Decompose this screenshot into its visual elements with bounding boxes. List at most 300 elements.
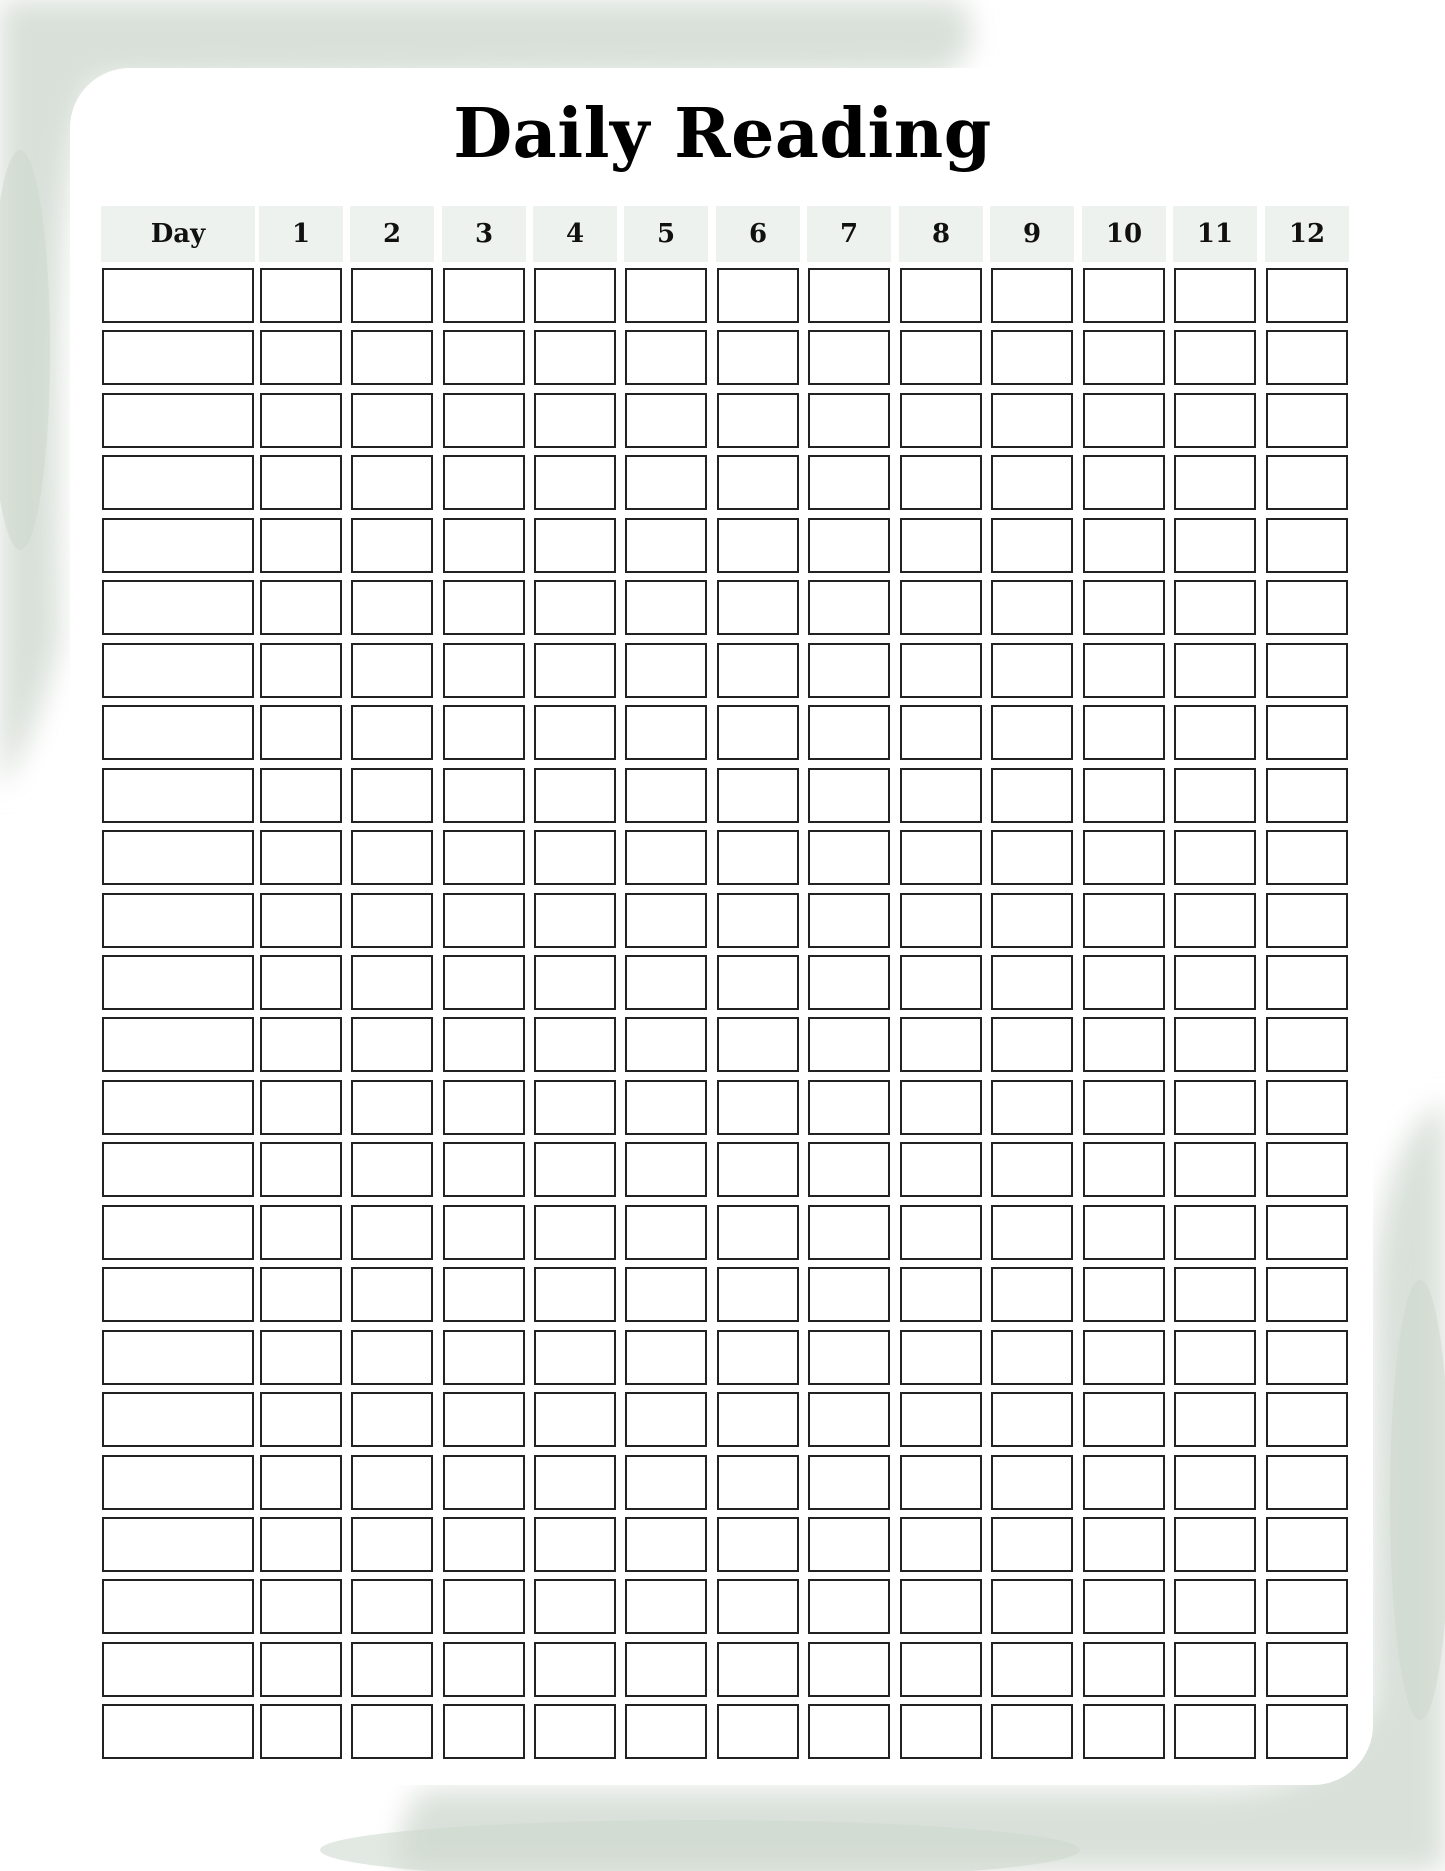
reading-check-box[interactable]	[260, 1330, 342, 1385]
reading-check-box[interactable]	[717, 1704, 799, 1759]
reading-check-box[interactable]	[1266, 518, 1348, 573]
reading-check-box[interactable]	[1266, 393, 1348, 448]
reading-check-box[interactable]	[625, 393, 707, 448]
reading-check-box[interactable]	[1266, 330, 1348, 385]
reading-check-box[interactable]	[625, 580, 707, 635]
reading-check-box[interactable]	[900, 1080, 982, 1135]
reading-check-box[interactable]	[991, 455, 1073, 510]
reading-check-box[interactable]	[534, 768, 616, 823]
reading-check-box[interactable]	[1174, 1642, 1256, 1697]
reading-check-box[interactable]	[991, 1517, 1073, 1572]
reading-check-box[interactable]	[443, 1267, 525, 1322]
reading-check-box[interactable]	[717, 1017, 799, 1072]
reading-check-box[interactable]	[900, 830, 982, 885]
reading-check-box[interactable]	[534, 1642, 616, 1697]
reading-check-box[interactable]	[443, 1330, 525, 1385]
reading-check-box[interactable]	[1266, 1142, 1348, 1197]
day-entry-box[interactable]	[102, 1142, 254, 1197]
reading-check-box[interactable]	[260, 1392, 342, 1447]
reading-check-box[interactable]	[991, 1392, 1073, 1447]
reading-check-box[interactable]	[808, 1330, 890, 1385]
reading-check-box[interactable]	[1174, 1330, 1256, 1385]
reading-check-box[interactable]	[1083, 455, 1165, 510]
reading-check-box[interactable]	[443, 1205, 525, 1260]
reading-check-box[interactable]	[808, 393, 890, 448]
day-entry-box[interactable]	[102, 268, 254, 323]
reading-check-box[interactable]	[351, 580, 433, 635]
reading-check-box[interactable]	[1174, 830, 1256, 885]
reading-check-box[interactable]	[625, 1579, 707, 1634]
reading-check-box[interactable]	[260, 330, 342, 385]
reading-check-box[interactable]	[1266, 955, 1348, 1010]
reading-check-box[interactable]	[351, 955, 433, 1010]
reading-check-box[interactable]	[534, 393, 616, 448]
reading-check-box[interactable]	[443, 330, 525, 385]
reading-check-box[interactable]	[808, 1704, 890, 1759]
reading-check-box[interactable]	[260, 705, 342, 760]
reading-check-box[interactable]	[900, 580, 982, 635]
reading-check-box[interactable]	[808, 1579, 890, 1634]
reading-check-box[interactable]	[808, 1205, 890, 1260]
reading-check-box[interactable]	[534, 1330, 616, 1385]
reading-check-box[interactable]	[1266, 705, 1348, 760]
reading-check-box[interactable]	[1083, 955, 1165, 1010]
reading-check-box[interactable]	[443, 268, 525, 323]
reading-check-box[interactable]	[443, 1579, 525, 1634]
reading-check-box[interactable]	[625, 768, 707, 823]
day-entry-box[interactable]	[102, 1330, 254, 1385]
reading-check-box[interactable]	[1083, 1205, 1165, 1260]
reading-check-box[interactable]	[443, 705, 525, 760]
reading-check-box[interactable]	[1266, 268, 1348, 323]
reading-check-box[interactable]	[625, 1455, 707, 1510]
reading-check-box[interactable]	[1266, 1704, 1348, 1759]
reading-check-box[interactable]	[900, 1517, 982, 1572]
reading-check-box[interactable]	[351, 1704, 433, 1759]
reading-check-box[interactable]	[625, 1142, 707, 1197]
reading-check-box[interactable]	[534, 1205, 616, 1260]
reading-check-box[interactable]	[717, 330, 799, 385]
reading-check-box[interactable]	[808, 1642, 890, 1697]
reading-check-box[interactable]	[443, 1704, 525, 1759]
reading-check-box[interactable]	[260, 1267, 342, 1322]
reading-check-box[interactable]	[900, 893, 982, 948]
reading-check-box[interactable]	[625, 1267, 707, 1322]
reading-check-box[interactable]	[1266, 1517, 1348, 1572]
reading-check-box[interactable]	[900, 455, 982, 510]
reading-check-box[interactable]	[900, 1579, 982, 1634]
reading-check-box[interactable]	[534, 1455, 616, 1510]
reading-check-box[interactable]	[900, 705, 982, 760]
reading-check-box[interactable]	[1266, 1330, 1348, 1385]
reading-check-box[interactable]	[443, 830, 525, 885]
reading-check-box[interactable]	[1083, 393, 1165, 448]
reading-check-box[interactable]	[808, 268, 890, 323]
reading-check-box[interactable]	[1083, 1392, 1165, 1447]
reading-check-box[interactable]	[808, 1392, 890, 1447]
reading-check-box[interactable]	[625, 1080, 707, 1135]
reading-check-box[interactable]	[260, 518, 342, 573]
reading-check-box[interactable]	[260, 393, 342, 448]
reading-check-box[interactable]	[534, 268, 616, 323]
reading-check-box[interactable]	[1083, 1142, 1165, 1197]
reading-check-box[interactable]	[260, 768, 342, 823]
reading-check-box[interactable]	[900, 955, 982, 1010]
reading-check-box[interactable]	[1266, 1642, 1348, 1697]
reading-check-box[interactable]	[625, 893, 707, 948]
reading-check-box[interactable]	[717, 1330, 799, 1385]
reading-check-box[interactable]	[534, 1267, 616, 1322]
reading-check-box[interactable]	[1083, 268, 1165, 323]
reading-check-box[interactable]	[900, 1392, 982, 1447]
reading-check-box[interactable]	[534, 330, 616, 385]
reading-check-box[interactable]	[1174, 1080, 1256, 1135]
reading-check-box[interactable]	[717, 1579, 799, 1634]
reading-check-box[interactable]	[1174, 643, 1256, 698]
reading-check-box[interactable]	[625, 455, 707, 510]
reading-check-box[interactable]	[1083, 643, 1165, 698]
day-entry-box[interactable]	[102, 893, 254, 948]
reading-check-box[interactable]	[625, 1517, 707, 1572]
reading-check-box[interactable]	[900, 330, 982, 385]
reading-check-box[interactable]	[1266, 455, 1348, 510]
reading-check-box[interactable]	[351, 893, 433, 948]
reading-check-box[interactable]	[351, 830, 433, 885]
reading-check-box[interactable]	[808, 768, 890, 823]
reading-check-box[interactable]	[808, 1517, 890, 1572]
day-entry-box[interactable]	[102, 1642, 254, 1697]
reading-check-box[interactable]	[1174, 955, 1256, 1010]
reading-check-box[interactable]	[808, 643, 890, 698]
reading-check-box[interactable]	[991, 705, 1073, 760]
reading-check-box[interactable]	[1083, 518, 1165, 573]
reading-check-box[interactable]	[1083, 1080, 1165, 1135]
reading-check-box[interactable]	[717, 705, 799, 760]
reading-check-box[interactable]	[625, 1392, 707, 1447]
reading-check-box[interactable]	[1083, 1330, 1165, 1385]
reading-check-box[interactable]	[717, 455, 799, 510]
reading-check-box[interactable]	[625, 955, 707, 1010]
reading-check-box[interactable]	[1266, 1392, 1348, 1447]
reading-check-box[interactable]	[717, 1080, 799, 1135]
reading-check-box[interactable]	[351, 1455, 433, 1510]
reading-check-box[interactable]	[717, 518, 799, 573]
reading-check-box[interactable]	[717, 1642, 799, 1697]
reading-check-box[interactable]	[351, 1392, 433, 1447]
reading-check-box[interactable]	[991, 1579, 1073, 1634]
day-entry-box[interactable]	[102, 330, 254, 385]
reading-check-box[interactable]	[991, 893, 1073, 948]
reading-check-box[interactable]	[534, 893, 616, 948]
day-entry-box[interactable]	[102, 1455, 254, 1510]
reading-check-box[interactable]	[1266, 1017, 1348, 1072]
reading-check-box[interactable]	[260, 643, 342, 698]
reading-check-box[interactable]	[1266, 768, 1348, 823]
reading-check-box[interactable]	[443, 1080, 525, 1135]
reading-check-box[interactable]	[260, 1017, 342, 1072]
reading-check-box[interactable]	[443, 1455, 525, 1510]
reading-check-box[interactable]	[443, 580, 525, 635]
reading-check-box[interactable]	[534, 1080, 616, 1135]
reading-check-box[interactable]	[1266, 1579, 1348, 1634]
reading-check-box[interactable]	[808, 580, 890, 635]
reading-check-box[interactable]	[351, 1579, 433, 1634]
reading-check-box[interactable]	[1174, 1704, 1256, 1759]
reading-check-box[interactable]	[1174, 268, 1256, 323]
reading-check-box[interactable]	[534, 1392, 616, 1447]
reading-check-box[interactable]	[625, 830, 707, 885]
reading-check-box[interactable]	[1083, 1642, 1165, 1697]
reading-check-box[interactable]	[1174, 1205, 1256, 1260]
reading-check-box[interactable]	[534, 580, 616, 635]
reading-check-box[interactable]	[1083, 1267, 1165, 1322]
day-entry-box[interactable]	[102, 955, 254, 1010]
reading-check-box[interactable]	[1174, 1142, 1256, 1197]
reading-check-box[interactable]	[1083, 1017, 1165, 1072]
reading-check-box[interactable]	[1266, 1080, 1348, 1135]
reading-check-box[interactable]	[625, 330, 707, 385]
reading-check-box[interactable]	[1083, 705, 1165, 760]
reading-check-box[interactable]	[900, 393, 982, 448]
reading-check-box[interactable]	[1174, 1392, 1256, 1447]
reading-check-box[interactable]	[351, 455, 433, 510]
reading-check-box[interactable]	[1174, 705, 1256, 760]
reading-check-box[interactable]	[443, 1142, 525, 1197]
reading-check-box[interactable]	[260, 1579, 342, 1634]
reading-check-box[interactable]	[900, 1330, 982, 1385]
reading-check-box[interactable]	[808, 1017, 890, 1072]
reading-check-box[interactable]	[900, 643, 982, 698]
reading-check-box[interactable]	[1266, 580, 1348, 635]
day-entry-box[interactable]	[102, 1704, 254, 1759]
reading-check-box[interactable]	[1174, 893, 1256, 948]
reading-check-box[interactable]	[625, 643, 707, 698]
reading-check-box[interactable]	[351, 393, 433, 448]
reading-check-box[interactable]	[900, 1455, 982, 1510]
day-entry-box[interactable]	[102, 768, 254, 823]
reading-check-box[interactable]	[808, 330, 890, 385]
reading-check-box[interactable]	[1083, 830, 1165, 885]
day-entry-box[interactable]	[102, 643, 254, 698]
reading-check-box[interactable]	[900, 518, 982, 573]
reading-check-box[interactable]	[900, 1142, 982, 1197]
reading-check-box[interactable]	[443, 768, 525, 823]
reading-check-box[interactable]	[717, 643, 799, 698]
reading-check-box[interactable]	[351, 268, 433, 323]
reading-check-box[interactable]	[900, 1017, 982, 1072]
reading-check-box[interactable]	[900, 1267, 982, 1322]
reading-check-box[interactable]	[351, 643, 433, 698]
reading-check-box[interactable]	[443, 643, 525, 698]
reading-check-box[interactable]	[351, 1142, 433, 1197]
reading-check-box[interactable]	[808, 455, 890, 510]
reading-check-box[interactable]	[351, 1267, 433, 1322]
day-entry-box[interactable]	[102, 1392, 254, 1447]
reading-check-box[interactable]	[625, 1017, 707, 1072]
reading-check-box[interactable]	[1174, 1267, 1256, 1322]
day-entry-box[interactable]	[102, 1579, 254, 1634]
reading-check-box[interactable]	[351, 1080, 433, 1135]
reading-check-box[interactable]	[351, 1642, 433, 1697]
reading-check-box[interactable]	[717, 1205, 799, 1260]
reading-check-box[interactable]	[808, 1455, 890, 1510]
day-entry-box[interactable]	[102, 1080, 254, 1135]
reading-check-box[interactable]	[808, 893, 890, 948]
reading-check-box[interactable]	[625, 1642, 707, 1697]
reading-check-box[interactable]	[991, 1642, 1073, 1697]
reading-check-box[interactable]	[717, 893, 799, 948]
reading-check-box[interactable]	[991, 1017, 1073, 1072]
reading-check-box[interactable]	[534, 518, 616, 573]
day-entry-box[interactable]	[102, 455, 254, 510]
day-entry-box[interactable]	[102, 1205, 254, 1260]
reading-check-box[interactable]	[991, 518, 1073, 573]
reading-check-box[interactable]	[717, 1455, 799, 1510]
reading-check-box[interactable]	[625, 1704, 707, 1759]
reading-check-box[interactable]	[991, 830, 1073, 885]
reading-check-box[interactable]	[991, 268, 1073, 323]
reading-check-box[interactable]	[1083, 580, 1165, 635]
reading-check-box[interactable]	[1083, 1704, 1165, 1759]
reading-check-box[interactable]	[260, 893, 342, 948]
reading-check-box[interactable]	[260, 1704, 342, 1759]
reading-check-box[interactable]	[717, 955, 799, 1010]
reading-check-box[interactable]	[534, 955, 616, 1010]
reading-check-box[interactable]	[443, 955, 525, 1010]
day-entry-box[interactable]	[102, 705, 254, 760]
reading-check-box[interactable]	[443, 1642, 525, 1697]
reading-check-box[interactable]	[808, 1080, 890, 1135]
reading-check-box[interactable]	[1174, 1517, 1256, 1572]
reading-check-box[interactable]	[260, 1455, 342, 1510]
reading-check-box[interactable]	[260, 1517, 342, 1572]
reading-check-box[interactable]	[351, 768, 433, 823]
reading-check-box[interactable]	[1083, 1517, 1165, 1572]
reading-check-box[interactable]	[351, 1205, 433, 1260]
reading-check-box[interactable]	[534, 1579, 616, 1634]
reading-check-box[interactable]	[534, 1142, 616, 1197]
reading-check-box[interactable]	[1083, 330, 1165, 385]
reading-check-box[interactable]	[260, 1080, 342, 1135]
reading-check-box[interactable]	[900, 1642, 982, 1697]
day-entry-box[interactable]	[102, 518, 254, 573]
reading-check-box[interactable]	[717, 1267, 799, 1322]
reading-check-box[interactable]	[1266, 643, 1348, 698]
reading-check-box[interactable]	[717, 1517, 799, 1572]
reading-check-box[interactable]	[625, 268, 707, 323]
reading-check-box[interactable]	[900, 768, 982, 823]
reading-check-box[interactable]	[534, 643, 616, 698]
reading-check-box[interactable]	[808, 830, 890, 885]
reading-check-box[interactable]	[717, 393, 799, 448]
reading-check-box[interactable]	[808, 955, 890, 1010]
day-entry-box[interactable]	[102, 580, 254, 635]
reading-check-box[interactable]	[351, 1517, 433, 1572]
reading-check-box[interactable]	[443, 1017, 525, 1072]
reading-check-box[interactable]	[443, 518, 525, 573]
reading-check-box[interactable]	[443, 393, 525, 448]
reading-check-box[interactable]	[1266, 830, 1348, 885]
reading-check-box[interactable]	[991, 1267, 1073, 1322]
reading-check-box[interactable]	[717, 830, 799, 885]
day-entry-box[interactable]	[102, 1017, 254, 1072]
reading-check-box[interactable]	[534, 1517, 616, 1572]
reading-check-box[interactable]	[991, 768, 1073, 823]
reading-check-box[interactable]	[1174, 768, 1256, 823]
reading-check-box[interactable]	[991, 580, 1073, 635]
day-entry-box[interactable]	[102, 1517, 254, 1572]
reading-check-box[interactable]	[991, 955, 1073, 1010]
reading-check-box[interactable]	[260, 830, 342, 885]
reading-check-box[interactable]	[260, 1642, 342, 1697]
reading-check-box[interactable]	[900, 268, 982, 323]
reading-check-box[interactable]	[443, 1392, 525, 1447]
reading-check-box[interactable]	[717, 1142, 799, 1197]
reading-check-box[interactable]	[1083, 1579, 1165, 1634]
reading-check-box[interactable]	[991, 1330, 1073, 1385]
reading-check-box[interactable]	[1266, 1455, 1348, 1510]
reading-check-box[interactable]	[1266, 1205, 1348, 1260]
reading-check-box[interactable]	[991, 1704, 1073, 1759]
reading-check-box[interactable]	[717, 768, 799, 823]
reading-check-box[interactable]	[534, 455, 616, 510]
reading-check-box[interactable]	[1174, 580, 1256, 635]
reading-check-box[interactable]	[625, 1205, 707, 1260]
reading-check-box[interactable]	[808, 1142, 890, 1197]
reading-check-box[interactable]	[808, 705, 890, 760]
reading-check-box[interactable]	[625, 518, 707, 573]
reading-check-box[interactable]	[1174, 518, 1256, 573]
reading-check-box[interactable]	[260, 1205, 342, 1260]
reading-check-box[interactable]	[625, 1330, 707, 1385]
reading-check-box[interactable]	[1174, 330, 1256, 385]
reading-check-box[interactable]	[625, 705, 707, 760]
reading-check-box[interactable]	[351, 705, 433, 760]
reading-check-box[interactable]	[717, 268, 799, 323]
reading-check-box[interactable]	[991, 1205, 1073, 1260]
reading-check-box[interactable]	[1083, 893, 1165, 948]
reading-check-box[interactable]	[900, 1704, 982, 1759]
day-entry-box[interactable]	[102, 830, 254, 885]
reading-check-box[interactable]	[534, 830, 616, 885]
reading-check-box[interactable]	[260, 580, 342, 635]
day-entry-box[interactable]	[102, 1267, 254, 1322]
reading-check-box[interactable]	[534, 1017, 616, 1072]
reading-check-box[interactable]	[534, 705, 616, 760]
reading-check-box[interactable]	[260, 1142, 342, 1197]
reading-check-box[interactable]	[443, 455, 525, 510]
reading-check-box[interactable]	[1174, 393, 1256, 448]
reading-check-box[interactable]	[808, 1267, 890, 1322]
reading-check-box[interactable]	[991, 643, 1073, 698]
reading-check-box[interactable]	[1083, 768, 1165, 823]
reading-check-box[interactable]	[443, 893, 525, 948]
reading-check-box[interactable]	[1174, 1017, 1256, 1072]
reading-check-box[interactable]	[351, 518, 433, 573]
reading-check-box[interactable]	[991, 330, 1073, 385]
reading-check-box[interactable]	[717, 580, 799, 635]
reading-check-box[interactable]	[1174, 455, 1256, 510]
reading-check-box[interactable]	[991, 393, 1073, 448]
reading-check-box[interactable]	[717, 1392, 799, 1447]
reading-check-box[interactable]	[991, 1080, 1073, 1135]
reading-check-box[interactable]	[991, 1455, 1073, 1510]
reading-check-box[interactable]	[808, 518, 890, 573]
reading-check-box[interactable]	[351, 1017, 433, 1072]
reading-check-box[interactable]	[1174, 1455, 1256, 1510]
reading-check-box[interactable]	[900, 1205, 982, 1260]
reading-check-box[interactable]	[1174, 1579, 1256, 1634]
